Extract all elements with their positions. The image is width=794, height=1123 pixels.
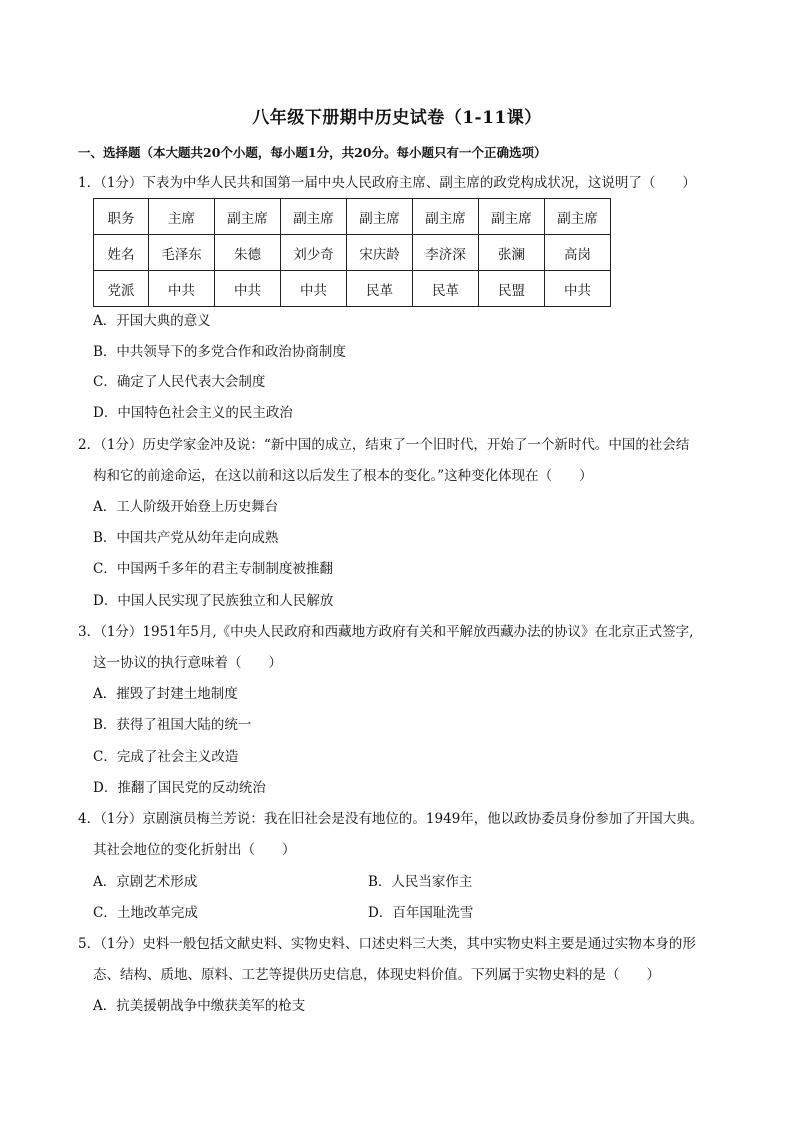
exam-title: 八年级下册期中历史试卷（1-11课） [252, 108, 542, 128]
table-cell: 刘少奇 [281, 235, 347, 271]
table-cell: 毛泽东 [149, 235, 215, 271]
question-2-option-c: C．中国两千多年的君主专制制度被推翻 [93, 561, 333, 577]
table-cell: 副主席 [215, 199, 281, 235]
question-4-option-d: D．百年国耻洗雪 [368, 905, 474, 921]
table-cell: 姓名 [94, 235, 149, 271]
table-cell: 副主席 [413, 199, 479, 235]
table-cell: 副主席 [479, 199, 545, 235]
table-cell: 中共 [215, 271, 281, 307]
question-2-stem-line-2: 构和它的前途命运，在这以前和这以后发生了根本的变化。”这种变化体现在（ ） [93, 468, 593, 484]
table-cell: 民革 [347, 271, 413, 307]
question-4-stem-line-2: 其社会地位的变化折射出（ ） [93, 842, 296, 858]
table-row [94, 271, 611, 307]
section-header: 一、选择题（本大题共20个小题，每小题1分，共20分。每小题只有一个正确选项） [78, 145, 547, 160]
table-cell: 职务 [94, 199, 149, 235]
question-2-option-a: A．工人阶级开始登上历史舞台 [93, 499, 279, 515]
question-1-option-c: C．确定了人民代表大会制度 [93, 374, 266, 390]
table-cell: 中共 [149, 271, 215, 307]
question-4-option-a: A．京剧艺术形成 [93, 874, 198, 890]
table-cell: 主席 [149, 199, 215, 235]
question-4-option-c: C．土地改革完成 [93, 905, 198, 921]
table-cell: 党派 [94, 271, 149, 307]
table-cell: 张澜 [479, 235, 545, 271]
table-cell: 中共 [281, 271, 347, 307]
question-1-option-b: B．中共领导下的多党合作和政治协商制度 [93, 344, 346, 360]
question-1-stem: 1．（1分）下表为中华人民共和国第一届中央人民政府主席、副主席的政党构成状况，这说明了（ ） [78, 175, 696, 191]
question-1-option-a: A．开国大典的意义 [93, 313, 211, 329]
question-3-option-b: B．获得了祖国大陆的统一 [93, 717, 252, 733]
table-row [94, 235, 611, 271]
table-cell: 宋庆龄 [347, 235, 413, 271]
table-cell: 民盟 [479, 271, 545, 307]
question-3-option-d: D．推翻了国民党的反动统治 [93, 780, 266, 796]
question-5-stem-line-2: 态、结构、质地、原料、工艺等提供历史信息，体现史料价值。下列属于实物史料的是（ ） [93, 967, 660, 983]
question-1-table [93, 198, 611, 307]
question-2-option-b: B．中国共产党从幼年走向成熟 [93, 530, 279, 546]
question-4-stem-line-1: 4．（1分）京剧演员梅兰芳说：我在旧社会是没有地位的。1949年，他以政协委员身份参加了开国大典。 [78, 811, 704, 827]
question-3-option-c: C．完成了社会主义改造 [93, 749, 239, 765]
question-1-option-d: D．中国特色社会主义的民主政治 [93, 405, 293, 421]
table-cell: 朱德 [215, 235, 281, 271]
question-5-option-a: A．抗美援朝战争中缴获美军的枪支 [93, 998, 306, 1014]
question-5-stem-line-1: 5．（1分）史料一般包括文献史料、实物史料、口述史料三大类，其中实物史料主要是通过实物本身的形 [78, 936, 696, 952]
table-cell: 李济深 [413, 235, 479, 271]
table-cell: 高岗 [545, 235, 611, 271]
table-cell: 副主席 [347, 199, 413, 235]
table-cell: 中共 [545, 271, 611, 307]
table-cell: 副主席 [281, 199, 347, 235]
table-row [94, 199, 611, 235]
question-3-option-a: A．摧毁了封建土地制度 [93, 686, 238, 702]
question-2-option-d: D．中国人民实现了民族独立和人民解放 [93, 593, 334, 609]
table-cell: 民革 [413, 271, 479, 307]
question-2-stem-line-1: 2．（1分）历史学家金冲及说：“新中国的成立，结束了一个旧时代，开始了一个新时代。中国的社会结 [78, 437, 690, 453]
question-3-stem-line-2: 这一协议的执行意味着（ ） [93, 655, 282, 671]
table-cell: 副主席 [545, 199, 611, 235]
question-4-option-b: B．人民当家作主 [368, 874, 473, 890]
question-3-stem-line-1: 3．（1分）1951年5月,《中央人民政府和西藏地方政府有关和平解放西藏办法的协议》在北京正式签字, [78, 624, 694, 640]
